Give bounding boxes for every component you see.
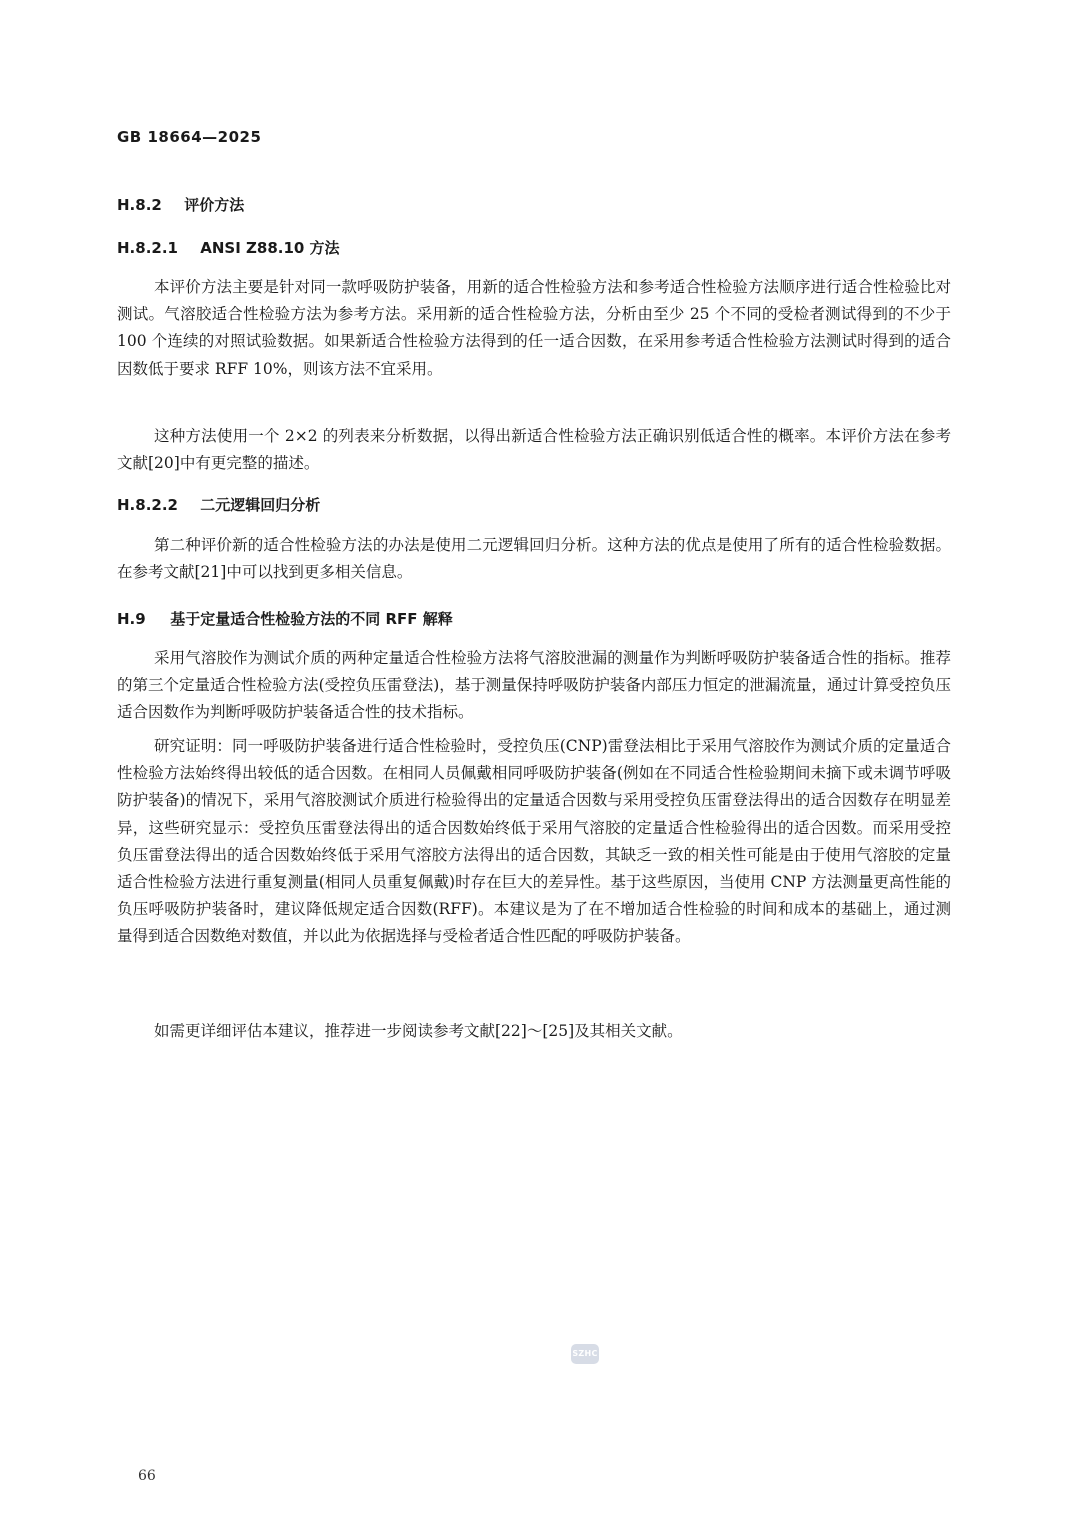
paragraph: 这种方法使用一个 2×2 的列表来分析数据，以得出新适合性检验方法正确识别低适合性的概率。本评价方法在参考文献[20]中有更完整的描述。 bbox=[117, 427, 951, 473]
section-title: 评价方法 bbox=[184, 196, 245, 214]
paragraph: 采用气溶胶作为测试介质的两种定量适合性检验方法将气溶胶泄漏的测量作为判断呼吸防护装备适合性的指标。推荐的第三个定量适合性检验方法(受控负压雷登法)，基于测量保持呼吸防护装备内部压力恒定的泄漏流量，通过计算受控负压适合因数作为判断呼吸防护装备适合性的技术指标。 bbox=[117, 649, 951, 722]
paragraph: 研究证明：同一呼吸防护装备进行适合性检验时，受控负压(CNP)雷登法相比于采用气溶胶作为测试介质的定量适合性检验方法始终得出较低的适合因数。在相同人员佩戴相同呼吸防护装备(例如在不同适合性检验期间未摘下或未调节呼吸防护装备)的情况下，采用气溶胶测试介质进行检验得出的定量适合因数与采用受控负压雷登法得出的适合因数存在明显差异，这些研究显示：受控负压雷登法得出的适合因数始终低于采用气溶胶的定量适合性检验得出的适合因数。而采用受控负压雷登法得出的适合因数始终低于采用气溶胶方法得出的适合因数，其缺乏一致的相关性可能是由于使用气溶胶的定量适合性检验方法进行重复测量(相同人员重复佩戴)时存在巨大的差异性。基于这些原因，当使用 CNP 方法测量更高性能的负压呼吸防护装备时，建议降低规定适合因数(RFF)。本建议是为了在不增加适合性检验的时间和成本的基础上，通过测量得到适合因数绝对数值，并以此为依据选择与受检者适合性匹配的呼吸防护装备。 bbox=[117, 737, 951, 946]
watermark-logo: SZHC bbox=[571, 1344, 599, 1364]
section-number: H.8.2.1 bbox=[117, 239, 178, 257]
section-number: H.8.2 bbox=[117, 196, 162, 214]
paragraph: 第二种评价新的适合性检验方法的办法是使用二元逻辑回归分析。这种方法的优点是使用了所有的适合性检验数据。在参考文献[21]中可以找到更多相关信息。 bbox=[117, 536, 951, 582]
section-title: 二元逻辑回归分析 bbox=[200, 496, 321, 514]
section-title: ANSI Z88.10 方法 bbox=[200, 239, 340, 257]
section-heading-h-8-2 bbox=[117, 194, 244, 215]
paragraph: 本评价方法主要是针对同一款呼吸防护装备，用新的适合性检验方法和参考适合性检验方法顺序进行适合性检验比对测试。气溶胶适合性检验方法为参考方法。采用新的适合性检验方法，分析由至少 25 个不同的受检者测试得到的不少于 100 个连续的对照试验数据。如果新适合性检验方法得到的任一适合因数，在采用参考适合性检验方法测试时得到的适合因数低于要求 RFF 10%，则该方法不宜采用。 bbox=[117, 278, 951, 378]
standard-code: GB 18664—2025 bbox=[117, 128, 262, 146]
section-title: 基于定量适合性检验方法的不同 RFF 解释 bbox=[170, 610, 453, 628]
page-number: 66 bbox=[138, 1468, 156, 1484]
section-number: H.9 bbox=[117, 610, 146, 628]
section-number: H.8.2.2 bbox=[117, 496, 178, 514]
section-heading-h-9 bbox=[117, 608, 453, 629]
section-heading-h-8-2-1 bbox=[117, 237, 340, 258]
section-heading-h-8-2-2 bbox=[117, 494, 320, 515]
paragraph: 如需更详细评估本建议，推荐进一步阅读参考文献[22]～[25]及其相关文献。 bbox=[154, 1022, 683, 1040]
